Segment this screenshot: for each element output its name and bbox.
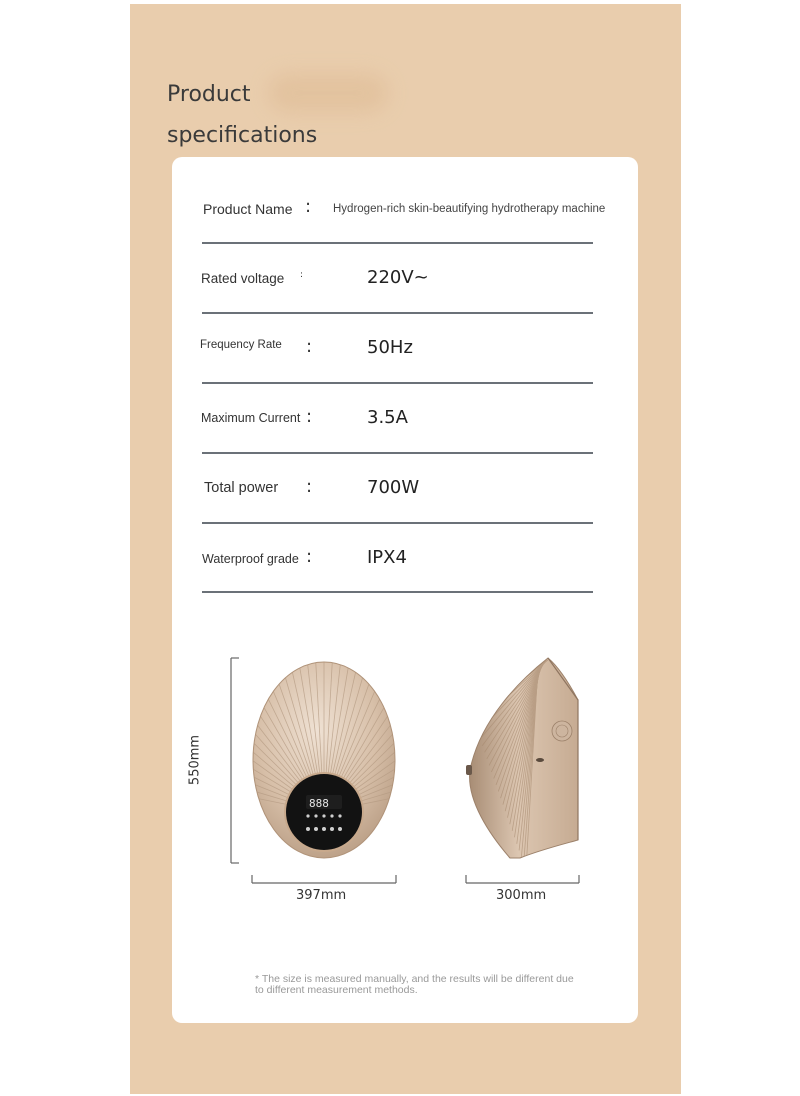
spec-value-waterproof-grade: IPX4: [367, 547, 407, 568]
spec-colon: :: [306, 546, 313, 567]
spec-colon: :: [306, 406, 313, 427]
device-side-view: [466, 658, 578, 870]
spec-label-maximum-current: Maximum Current: [201, 411, 301, 425]
side-depth-bracket: [466, 875, 579, 883]
page-title-line-2: specifications: [167, 123, 318, 148]
device-front-view: [186, 632, 463, 858]
spec-value-rated-voltage: 220V~: [367, 267, 429, 288]
spec-colon: :: [306, 476, 313, 497]
spec-colon: :: [306, 336, 313, 357]
spec-label-frequency-rate: Frequency Rate: [200, 339, 282, 351]
disclaimer-note: * The size is measured manually, and the results will be different due to different measurement methods.: [255, 973, 574, 996]
page-title-line-1: Product: [167, 82, 251, 107]
spec-value-frequency-rate: 50Hz: [367, 337, 413, 358]
spec-label-product-name: Product Name: [203, 201, 293, 217]
spec-value-total-power: 700W: [367, 477, 420, 498]
height-dimension-bracket: [231, 658, 239, 863]
spec-label-waterproof-grade: Waterproof grade: [202, 552, 299, 566]
front-width-label: 397mm: [296, 888, 347, 903]
spec-colon: :: [300, 270, 304, 280]
height-dimension-label: 550mm: [187, 734, 203, 786]
front-width-bracket: [252, 875, 396, 883]
spec-value-product-name: Hydrogen-rich skin-beautifying hydrotherapy machine: [333, 203, 606, 215]
spec-label-rated-voltage: Rated voltage: [201, 271, 285, 286]
side-depth-label: 300mm: [496, 888, 547, 903]
spec-colon: :: [305, 196, 312, 217]
display-digits: 888: [309, 797, 329, 810]
spec-value-maximum-current: 3.5A: [367, 407, 408, 428]
spec-label-total-power: Total power: [204, 480, 279, 496]
